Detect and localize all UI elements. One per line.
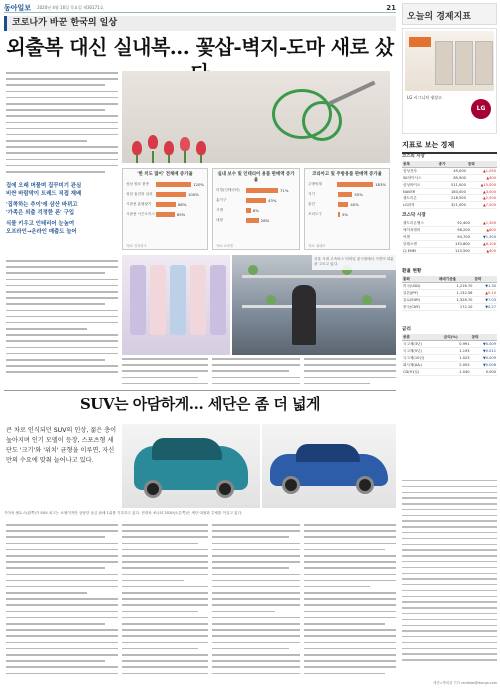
chart-title: 실내 보수 및 인테리어 용품 판매액 증가율	[217, 172, 295, 183]
chart-row	[308, 200, 386, 208]
table-row	[402, 362, 497, 369]
chart-title: '한 끼도 많이' 전체매 증가율	[137, 172, 193, 177]
article-body-left-top	[6, 72, 118, 177]
chart-row	[216, 216, 296, 224]
chart-source: 자료: G마켓	[216, 244, 233, 248]
table-row	[402, 297, 497, 304]
kosdaq-subtitle: 코스닥 시장	[402, 213, 426, 218]
table-row	[402, 348, 497, 355]
subhead-line: 집에 오래 머물며 집꾸미기 관심	[6, 183, 82, 189]
subhead-line: 식물 키우고 인테리어 눈높여	[6, 221, 75, 227]
table-cell: 알테오젠	[402, 241, 442, 248]
table-cell: 172.10	[438, 304, 474, 311]
ad-banner	[405, 31, 494, 91]
table-row	[402, 304, 497, 311]
table-cell: 셀트리온헬스	[402, 220, 442, 227]
rate-table	[402, 334, 497, 376]
table-cell: 321,000	[438, 202, 467, 209]
table-header: 등락	[473, 276, 497, 283]
chart-row	[216, 186, 296, 194]
paper-logo: 동아일보	[4, 2, 32, 12]
table-cell: ▲5.10	[473, 290, 497, 297]
chart-box-1	[122, 168, 208, 250]
suv-body-col1	[6, 524, 118, 679]
chart-value-label: 100%	[188, 191, 199, 197]
table-cell: ▼7.03	[473, 297, 497, 304]
table-row	[402, 355, 497, 362]
table-cell: 85,900	[438, 175, 467, 182]
chart-row	[308, 180, 386, 188]
chart-bar	[246, 198, 266, 203]
ad-text: LG 시그니처 냉장고	[407, 95, 442, 100]
chart-bar	[338, 212, 340, 217]
chart-box-2	[212, 168, 300, 250]
table-cell: 94,700	[442, 234, 471, 241]
table-cell: 중국(CNY)	[402, 304, 438, 311]
chart-bar	[156, 192, 186, 197]
fx-subtitle: 환율 현황	[402, 269, 422, 274]
chart-value-label: 183%	[375, 181, 386, 187]
table-cell: 133,800	[442, 241, 471, 248]
chart-title: 코리아고 및 주방용품 판매액 증가율	[312, 172, 382, 177]
table-cell: 511,000	[438, 182, 467, 189]
garden-shop-photo	[232, 255, 396, 355]
subhead-line: 오프라인→온라인 매출도 늘어	[6, 229, 77, 235]
table-cell: 113,500	[442, 248, 471, 254]
article-body-col4	[304, 358, 396, 389]
table-cell: ▲7,500	[467, 202, 497, 209]
photo-caption: 서울 시내 고속버스 터미널 꽃시장에서 시민이 화분을 고르고 있다.	[312, 255, 396, 270]
chart-bar	[156, 182, 192, 187]
chart-value-label: 8%	[252, 207, 259, 213]
table-cell: ▼0.27	[473, 304, 497, 311]
subhead-block	[6, 182, 118, 236]
chart-source: 자료: 위메프	[308, 244, 326, 248]
table-header: 종류	[402, 334, 443, 341]
chart-row-label: 성남 원료 품종	[126, 181, 150, 186]
table-header: 종가	[438, 161, 467, 168]
chart-row-label: 시판용 홈템릿기	[126, 201, 152, 206]
table-header: 등락	[471, 334, 497, 341]
chart-row	[216, 206, 296, 214]
table-cell: 218,500	[438, 195, 467, 202]
chart-bar	[156, 202, 176, 207]
table-cell: CJ ENM	[402, 248, 442, 254]
chart-bar	[156, 212, 175, 217]
table-cell: ▼0.006	[471, 362, 497, 369]
table-cell: 삼성전자	[402, 168, 438, 175]
chart-row	[126, 210, 204, 218]
table-row	[402, 168, 497, 175]
chart-row-label: 리빙(인테리어)	[216, 187, 240, 192]
suv-body-col2	[122, 524, 208, 679]
table-cell: 49,000	[438, 168, 467, 175]
chart-row	[126, 200, 204, 208]
table-cell: ▲6,100	[471, 241, 497, 248]
table-cell: ▼0.009	[471, 341, 497, 348]
table-cell: ▲1,050	[467, 168, 497, 175]
table-cell: 유로(EUR)	[402, 297, 438, 304]
car-photo-caption: 기아차 셀토스(왼쪽)가 SUV 치고는 소형이지만 상당한 동급 판매 1위를 기록하고 있다. 현대차 쏘나타 2020(오른쪽)은 세단 대형화 추세를 이끌고 있다.	[4, 511, 243, 515]
table-row	[402, 234, 497, 241]
table-cell: 국고채(10년)	[402, 355, 443, 362]
table-row	[402, 202, 497, 209]
table-cell: 국고채(5년)	[402, 348, 443, 355]
chart-row	[308, 190, 386, 198]
suv-headline: SUV는 아담하게… 세단은 좀 더 넓게	[79, 395, 321, 413]
table-cell: ▲400	[467, 175, 497, 182]
story-divider	[4, 390, 396, 391]
table-cell: ▲2,500	[467, 195, 497, 202]
kosdaq-table	[402, 220, 497, 254]
suv-lede: 큰 차로 인식되던 SUV의 인상, 젊은 층이 높아지며 인기 모델이 등장, 스포츠형 세단도 '크기'와 '위치' 균형을 이루면, 자신만의 수요에 맞춰 늘어나고 있다.	[6, 427, 117, 464]
chart-value-label: 55%	[354, 191, 363, 197]
table-row	[402, 283, 497, 290]
chart-row	[126, 180, 204, 188]
subhead-line: 비싼 바람막이 트레드 직접 재배	[6, 191, 82, 197]
byline: 세종=박희창 기자 ramblas@donga.com	[433, 681, 497, 685]
chart-bar	[338, 192, 352, 197]
table-cell: ▼0.011	[471, 348, 497, 355]
issue-date: 2020년 4월 16일 목요일 제30171호	[37, 4, 104, 10]
subhead-line: '집콕하는 추이'에 삼산 바뀌고	[6, 202, 78, 208]
rate-subtitle: 금리	[402, 327, 411, 332]
table-cell: 국고채(3년)	[402, 341, 443, 348]
chart-row-label: 물건	[308, 201, 315, 206]
section-title: 코로나가 바꾼 한국의 일상	[4, 16, 396, 31]
subhead-line: '가족은 외출 걱정한 폰' 구입	[6, 210, 75, 216]
chart-row	[126, 190, 204, 198]
lg-advertisement[interactable]	[402, 28, 497, 134]
table-cell: 미국(USD)	[402, 283, 438, 290]
page-number: 21	[386, 3, 396, 12]
clothing-rack-photo	[122, 255, 230, 355]
chart-row-label: 시판용 시즌오이스	[126, 211, 155, 216]
suv-body-col3	[212, 524, 300, 679]
table-header: 등락	[467, 161, 497, 168]
table-cell: 1,328.70	[438, 297, 474, 304]
kospi-subtitle: 코스피 시장	[402, 154, 425, 159]
chart-bar	[337, 182, 373, 187]
chart-value-label: 71%	[280, 187, 289, 193]
stats-title: 지표로 보는 경제	[402, 140, 497, 154]
table-cell: ▲15,000	[467, 182, 497, 189]
table-row	[402, 227, 497, 234]
main-headline: 외출복 대신 실내복… 꽃삽-벽지-도마 새로 샀	[6, 35, 394, 59]
table-row	[402, 195, 497, 202]
chart-bar	[246, 218, 259, 223]
table-cell: 에이치엘비	[402, 227, 442, 234]
table-cell: 씨젠	[402, 234, 442, 241]
table-cell: ▼1.30	[473, 283, 497, 290]
chart-value-label: 65%	[176, 211, 186, 217]
economy-indicator-tag	[402, 3, 497, 25]
table-cell: 1.523	[443, 355, 471, 362]
chart-value-label: 120%	[193, 181, 204, 187]
table-cell: ▲1,300	[471, 220, 497, 227]
suv-body-col4	[304, 524, 396, 679]
table-cell: 92,400	[442, 220, 471, 227]
table-row	[402, 241, 497, 248]
table-row	[402, 290, 497, 297]
chart-row-label: 조리도구	[308, 211, 322, 216]
chart-row-label: 시계	[216, 207, 223, 212]
table-cell: 0.000	[471, 369, 497, 376]
table-cell: NAVER	[402, 189, 438, 195]
chart-row-label: 주방비계	[308, 181, 322, 186]
table-cell: 1,216.70	[438, 283, 474, 290]
chart-bar	[246, 208, 251, 213]
table-header: 금리(%)	[443, 334, 471, 341]
masthead	[4, 3, 396, 13]
table-cell: 1.040	[443, 369, 471, 376]
table-cell: ▲3,000	[467, 189, 497, 195]
fx-table	[402, 276, 497, 311]
table-cell: 1.193	[443, 348, 471, 355]
chart-row-label: 성남 홈진화 실외	[126, 191, 153, 196]
chart-row-label: 홈기구	[216, 197, 227, 202]
table-row	[402, 369, 497, 376]
table-cell: LG화학	[402, 202, 438, 209]
table-header: 통화	[402, 276, 438, 283]
chart-box-3	[304, 168, 390, 250]
article-body-left-bottom	[6, 260, 118, 378]
chart-row-label: 식기	[308, 191, 315, 196]
suv-car-photo	[122, 424, 260, 508]
chart-value-label: 43%	[268, 197, 277, 203]
flower-tools-photo	[122, 71, 390, 163]
chart-row-label: 내장	[216, 217, 223, 222]
chart-row	[216, 196, 296, 204]
table-cell: ▼0.009	[471, 355, 497, 362]
sidebar-article	[402, 480, 497, 665]
table-cell: 2.003	[443, 362, 471, 369]
table-cell: 1,132.56	[438, 290, 474, 297]
chart-bar	[246, 188, 278, 193]
article-body-col2	[122, 358, 208, 389]
table-row	[402, 175, 497, 182]
table-row	[402, 341, 497, 348]
table-cell: ▲600	[471, 227, 497, 234]
chart-value-label: 68%	[178, 201, 187, 207]
table-cell: 회사채(AA-)	[402, 362, 443, 369]
chart-source: 자료: 인터파크	[126, 244, 147, 248]
article-body-col3	[212, 358, 300, 389]
table-row	[402, 248, 497, 254]
table-cell: 셀트리온	[402, 195, 438, 202]
table-cell: 98,200	[442, 227, 471, 234]
chart-row	[308, 210, 386, 218]
sedan-car-photo	[262, 424, 396, 508]
table-cell: 180,000	[438, 189, 467, 195]
table-cell: CD(91일)	[402, 369, 443, 376]
table-cell: SK하이닉스	[402, 175, 438, 182]
table-cell: 0.991	[443, 341, 471, 348]
table-cell: ▲400	[471, 248, 497, 254]
table-cell: 삼성바이오	[402, 182, 438, 189]
chart-value-label: 5%	[342, 211, 349, 217]
chart-value-label: 28%	[260, 217, 270, 223]
table-row	[402, 182, 497, 189]
chart-value-label: 40%	[350, 201, 359, 207]
lg-logo: LG	[471, 99, 491, 119]
tag-label: 오늘의 경제지표	[407, 12, 471, 22]
table-cell: 일본(JPY)	[402, 290, 438, 297]
kospi-table	[402, 161, 497, 209]
table-header: 종목	[402, 161, 438, 168]
chart-bar	[338, 202, 348, 207]
table-header: 매매기준율	[438, 276, 474, 283]
table-cell: ▼1,300	[471, 234, 497, 241]
